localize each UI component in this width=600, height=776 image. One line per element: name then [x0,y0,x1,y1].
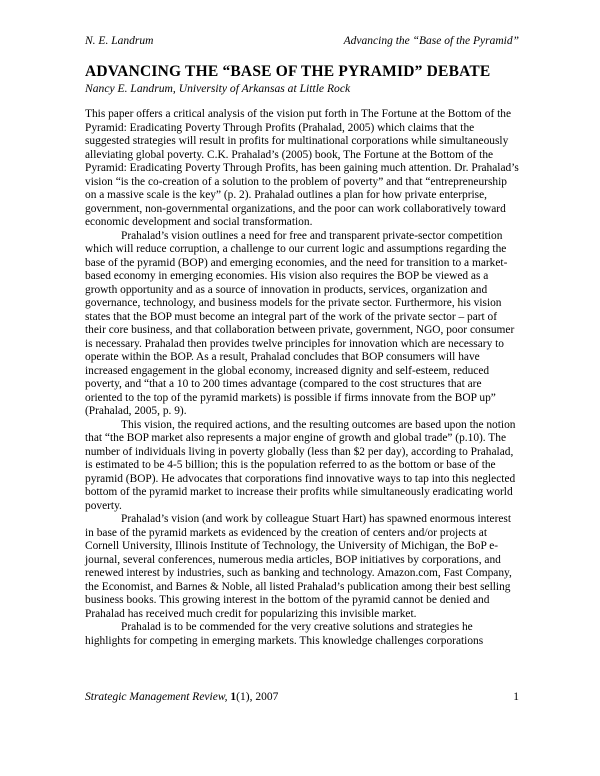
journal-citation [85,691,278,704]
running-header [85,35,519,48]
paragraph: Prahalad is to be commended for the very creative solutions and strategies he highlights for competing in emerging markets. This knowledge challenges corporations [85,621,484,647]
page-footer [85,691,519,704]
running-header-title: Advancing the “Base of the Pyramid” [343,35,519,47]
author-affiliation-line: Nancy E. Landrum, University of Arkansas at Little Rock [85,82,351,95]
article-body [85,108,519,648]
paragraph-abstract: This paper offers a critical analysis of the vision put forth in The Fortune at the Bottom of the Pyramid: Eradicating Poverty Through Profits (Prahalad, 2005) which claims that the suggested strategies will result in profits for multinational corporations while simultaneously alleviating global poverty. C.K. Prahalad’s (2005) book, The Fortune at the Bottom of the Pyramid: Eradicating Poverty Through Profits, has been gaining much attention. Dr. Prahalad’s vision “is the co-creation of a solution to the problem of poverty” and that “entrepreneurship on a massive scale is the key” (p. 2). Prahalad outlines a plan for how private enterprise, government, non-governmental organizations, and the poor can work collaboratively toward economic development and social transformation. [85,108,519,228]
page-number: 1 [513,691,519,703]
paragraph: This vision, the required actions, and the resulting outcomes are based upon the notion that “the BOP market also represents a major engine of growth and global trade” (p.10). The number of individuals living in poverty globally (less than $2 per day), according to Prahalad, is estimated to be 4-5 billion; this is the population referred to as the bottom or base of the pyramid (BOP). He advocates that corporations find innovative ways to tap into this neglected bottom of the pyramid market to increase their profits while simultaneously eradicating world poverty. [85,418,516,512]
paragraph: Prahalad’s vision outlines a need for free and transparent private-sector competition which will reduce corruption, a challenge to our current logic and assumptions regarding the base of the pyramid (BOP) and emerging economies, and the need for transition to a market-based economy in emerging economies. His vision also requires the BOP be viewed as a growth opportunity and as a source of innovation in products, services, organization and governance, technology, and business models for the private sector. Furthermore, his vision states that the BOP must become an integral part of the work of the private sector – part of their core business, and that collaboration between private, government, NGO, poor consumer is necessary. Prahalad then provides twelve principles for innovation which are necessary to operate within the BOP. As a result, Prahalad concludes that BOP consumers will have increased engagement in the global economy, increased dignity and self-esteem, reduced poverty, and “that a 10 to 200 times advantage (compared to the cost structures that are oriented to the top of the pyramid markets) is possible if firms innovate from the BOP up” (Prahalad, 2005, p. 9). [85,229,515,417]
page-title: ADVANCING THE “BASE OF THE PYRAMID” DEBATE [85,63,491,80]
journal-name: Strategic Management Review, [85,691,231,703]
running-header-author: N. E. Landrum [85,35,154,47]
journal-volume: 1 [230,691,237,703]
journal-issue-year: (1), 2007 [236,691,279,703]
paragraph: Prahalad’s vision (and work by colleague Stuart Hart) has spawned enormous interest in base of the pyramid markets as evidenced by the creation of centers and/or projects at Cornell University, Illinois Institute of Technology, the University of Michigan, the BoP e-journal, several conferences, numerous media articles, BOP initiatives by corporations, and renewed interest by industries, such as banking and technology. Amazon.com, Fast Company, the Economist, and Barnes & Noble, all listed Prahalad’s publication among their best selling business books. This growing interest in the bottom of the pyramid cannot be denied and Prahalad has received much credit for popularizing this invisible market. [85,513,512,620]
